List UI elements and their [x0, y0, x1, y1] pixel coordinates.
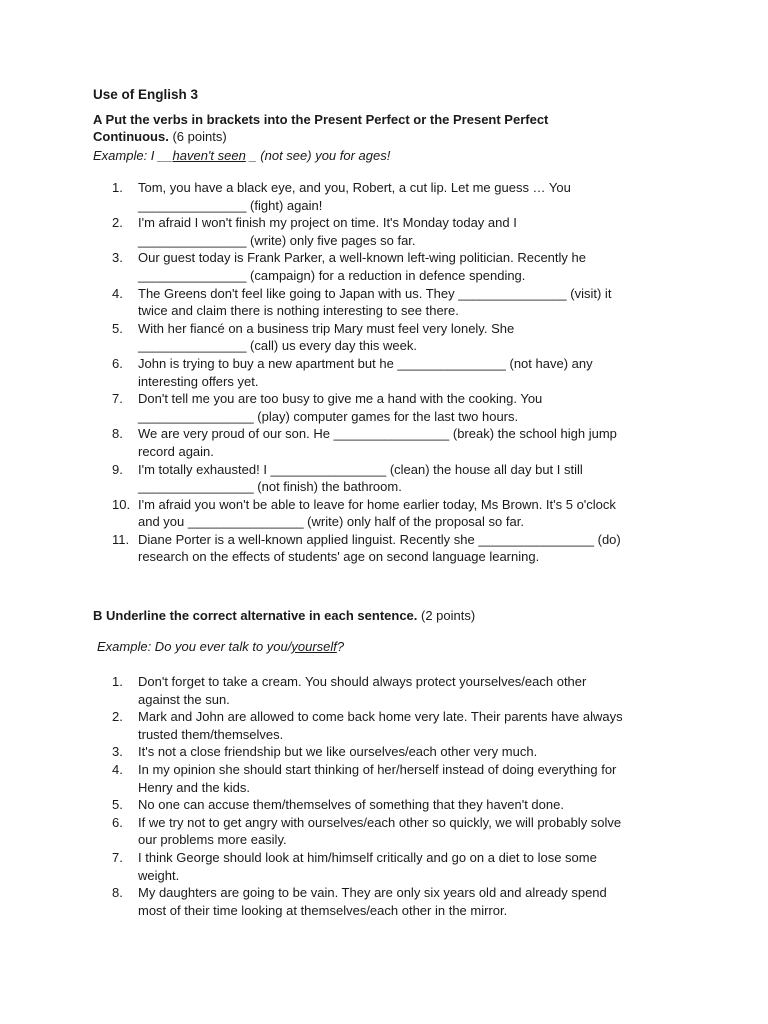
item-number: 2. [112, 215, 123, 231]
list-item [112, 285, 712, 320]
section-b-example-suffix: ? [336, 639, 345, 654]
item-number: 8. [112, 885, 123, 901]
item-text-line: trusted them/themselves. [138, 726, 284, 742]
item-number: 6. [112, 355, 123, 371]
item-text-line: most of their time looking at themselves/each other in the mirror. [138, 902, 508, 918]
item-text-line: Mark and John are allowed to come back home very late. Their parents have always [138, 709, 623, 725]
list-item [112, 461, 712, 496]
section-a-heading-continuous: Continuous. [93, 129, 169, 144]
item-text-line: In my opinion she should start thinking of her/herself instead of doing everything for [138, 761, 617, 777]
section-a-points: (6 points) [172, 129, 227, 144]
section-a-example-answer: haven't seen [172, 148, 246, 163]
item-number: 9. [112, 461, 123, 477]
item-text-line: I'm afraid you won't be able to leave for home earlier today, Ms Brown. It's 5 o'clock [138, 496, 616, 512]
list-item [112, 355, 712, 390]
list-item [112, 390, 712, 425]
list-item [112, 814, 712, 849]
list-item [112, 425, 712, 460]
item-text-line: _______________ (call) us every day this week. [138, 338, 417, 354]
list-item [112, 761, 712, 796]
section-b-example-prefix: Example: Do you ever talk to you/ [97, 639, 292, 654]
item-number: 11. [112, 531, 130, 547]
section-b-heading-text: B Underline the correct alternative in each sentence. [93, 608, 418, 623]
list-item [112, 531, 712, 566]
item-text-line: No one can accuse them/themselves of something that they haven't done. [138, 797, 564, 813]
section-a-exercise-list [112, 179, 712, 566]
list-item [112, 320, 712, 355]
item-text-line: interesting offers yet. [138, 373, 259, 389]
list-item [112, 214, 712, 249]
list-item [112, 849, 712, 884]
item-text-line: _______________ (write) only five pages so far. [138, 232, 416, 248]
item-text-line: _______________ (fight) again! [138, 197, 323, 213]
item-text-line: My daughters are going to be vain. They are only six years old and already spend [138, 885, 607, 901]
section-a-example-prefix: Example: I __ [93, 148, 173, 163]
item-text-line: research on the effects of students' age on second language learning. [138, 549, 540, 565]
item-text-line: against the sun. [138, 691, 230, 707]
section-a-example-suffix: _ (not see) you for ages! [245, 148, 391, 163]
item-text-line: With her fiancé on a business trip Mary must feel very lonely. She [138, 320, 515, 336]
item-text-line: twice and claim there is nothing interesting to see there. [138, 303, 459, 319]
item-number: 2. [112, 709, 123, 725]
section-a-heading-line2 [93, 129, 227, 144]
item-text-line: It's not a close friendship but we like ourselves/each other very much. [138, 744, 538, 760]
item-number: 1. [112, 674, 123, 689]
item-text-line: Henry and the kids. [138, 779, 251, 795]
item-text-line: If we try not to get angry with ourselves/each other so quickly, we will probably solve [138, 814, 622, 830]
section-a-example [93, 148, 390, 163]
item-text-line: The Greens don't feel like going to Japan with us. They _______________ (visit) it [138, 285, 612, 301]
item-number: 4. [112, 761, 123, 777]
section-a-heading-line1: A Put the verbs in brackets into the Present Perfect or the Present Perfect [93, 112, 549, 127]
list-item [112, 884, 712, 919]
item-text-line: I think George should look at him/himself critically and go on a diet to lose some [138, 849, 597, 865]
item-text-line: I'm totally exhausted! I ________________ (clean) the house all day but I still [138, 461, 583, 477]
item-text-line: _______________ (campaign) for a reduction in defence spending. [138, 267, 526, 283]
item-number: 6. [112, 814, 123, 830]
item-number: 5. [112, 797, 123, 813]
item-text-line: our problems more easily. [138, 832, 287, 848]
list-item [112, 179, 712, 214]
section-b-points: (2 points) [421, 608, 476, 623]
item-number: 3. [112, 744, 123, 760]
section-b-example-answer: yourself [291, 639, 337, 654]
item-text-line: I'm afraid I won't finish my project on time. It's Monday today and I [138, 215, 517, 231]
list-item [112, 796, 712, 814]
item-text-line: and you ________________ (write) only half of the proposal so far. [138, 514, 524, 530]
item-text-line: John is trying to buy a new apartment but he _______________ (not have) any [138, 355, 593, 371]
item-text-line: Our guest today is Frank Parker, a well-known left-wing politician. Recently he [138, 250, 586, 266]
item-text-line: Don't forget to take a cream. You should always protect yourselves/each other [138, 674, 587, 689]
item-number: 4. [112, 285, 123, 301]
item-text-line: ________________ (play) computer games for the last two hours. [138, 408, 519, 424]
list-item [112, 708, 712, 743]
item-text-line: record again. [138, 443, 214, 459]
item-number: 1. [112, 180, 123, 195]
item-text-line: Diane Porter is a well-known applied linguist. Recently she ________________ (do) [138, 531, 621, 547]
item-number: 10. [112, 496, 131, 512]
section-b-heading [93, 608, 475, 623]
item-number: 8. [112, 426, 123, 442]
item-text-line: Don't tell me you are too busy to give me a hand with the cooking. You [138, 391, 543, 407]
section-b-exercise-list [112, 673, 712, 919]
item-number: 7. [112, 849, 123, 865]
page-title: Use of English 3 [93, 87, 199, 102]
item-text-line: Tom, you have a black eye, and you, Robert, a cut lip. Let me guess … You [138, 180, 571, 195]
list-item [112, 743, 712, 761]
item-text-line: We are very proud of our son. He ________________ (break) the school high jump [138, 426, 617, 442]
section-b-example [97, 639, 344, 654]
item-number: 3. [112, 250, 123, 266]
item-number: 7. [112, 391, 123, 407]
list-item [112, 673, 712, 708]
list-item [112, 249, 712, 284]
item-text-line: ________________ (not finish) the bathroom. [138, 479, 402, 495]
item-number: 5. [112, 320, 123, 336]
item-text-line: weight. [138, 867, 180, 883]
list-item [112, 496, 712, 531]
